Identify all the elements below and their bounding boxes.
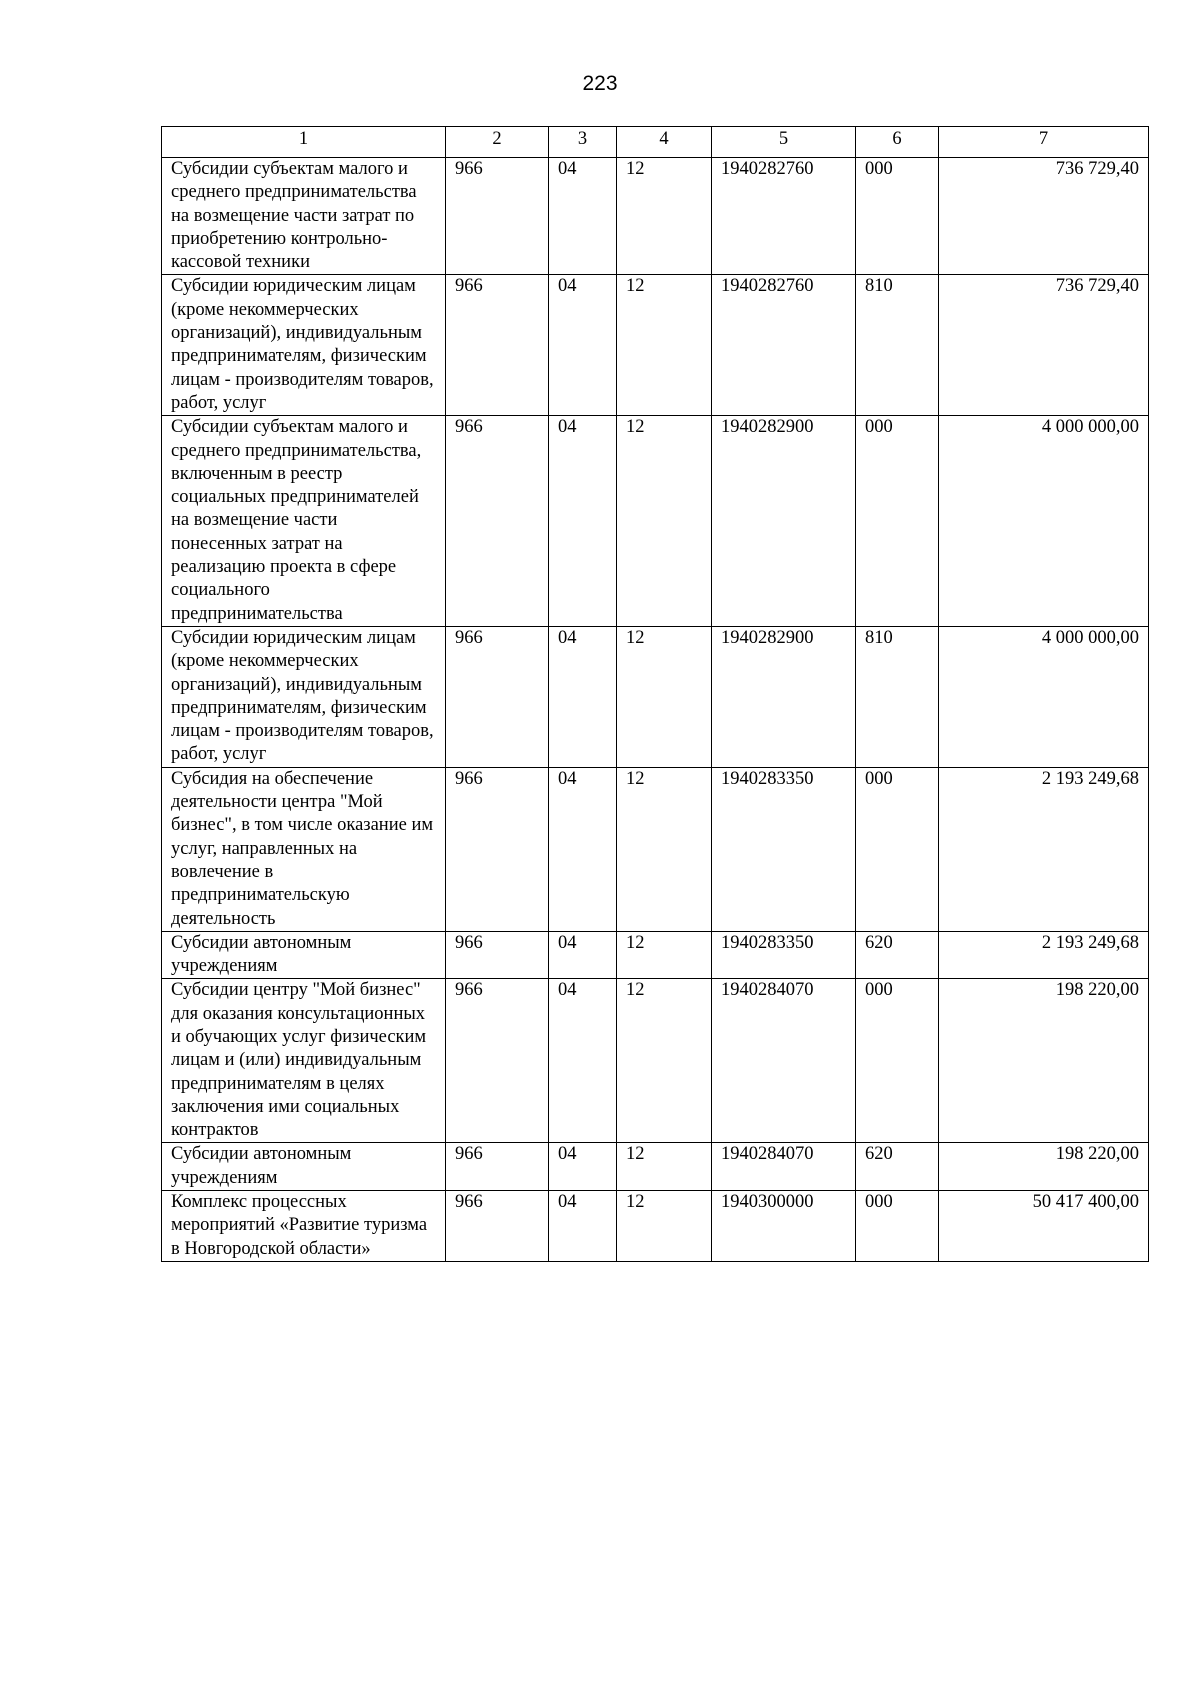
target-article-cell: 1940284070 [712, 979, 856, 1143]
section-cell: 04 [549, 275, 617, 416]
table-header-row [162, 127, 1149, 158]
target-article-cell: 1940284070 [712, 1143, 856, 1191]
subsection-cell: 12 [617, 1143, 712, 1191]
target-article-cell: 1940283350 [712, 931, 856, 979]
section-cell: 04 [549, 416, 617, 627]
section-cell: 04 [549, 931, 617, 979]
table-row [162, 275, 1149, 416]
amount-cell: 736 729,40 [939, 158, 1149, 275]
amount-cell: 4 000 000,00 [939, 416, 1149, 627]
column-header: 7 [939, 127, 1149, 158]
row-name-cell: Субсидии юридическим лицам (кроме некоммерческих организаций), индивидуальным предпринимателям, физическим лицам - производителям товаров, работ, услуг [162, 626, 446, 767]
code-cell: 966 [446, 275, 549, 416]
code-cell: 966 [446, 1143, 549, 1191]
row-name-cell: Субсидии субъектам малого и среднего предпринимательства на возмещение части затрат по приобретению контрольно-кассовой техники [162, 158, 446, 275]
amount-cell: 198 220,00 [939, 979, 1149, 1143]
column-header: 1 [162, 127, 446, 158]
amount-cell: 2 193 249,68 [939, 931, 1149, 979]
table-row [162, 158, 1149, 275]
table-row [162, 626, 1149, 767]
code-cell: 966 [446, 767, 549, 931]
target-article-cell: 1940282760 [712, 158, 856, 275]
table-row [162, 1143, 1149, 1191]
subsection-cell: 12 [617, 626, 712, 767]
section-cell: 04 [549, 626, 617, 767]
subsection-cell: 12 [617, 416, 712, 627]
section-cell: 04 [549, 1143, 617, 1191]
expense-type-cell: 000 [856, 1191, 939, 1262]
code-cell: 966 [446, 1191, 549, 1262]
expense-type-cell: 620 [856, 1143, 939, 1191]
expense-type-cell: 000 [856, 416, 939, 627]
section-cell: 04 [549, 158, 617, 275]
subsection-cell: 12 [617, 931, 712, 979]
target-article-cell: 1940282760 [712, 275, 856, 416]
section-cell: 04 [549, 979, 617, 1143]
column-header: 6 [856, 127, 939, 158]
expense-type-cell: 000 [856, 767, 939, 931]
section-cell: 04 [549, 1191, 617, 1262]
subsection-cell: 12 [617, 1191, 712, 1262]
budget-table [161, 126, 1149, 1262]
table-row [162, 1191, 1149, 1262]
code-cell: 966 [446, 626, 549, 767]
section-cell: 04 [549, 767, 617, 931]
row-name-cell: Субсидии субъектам малого и среднего предпринимательства, включенным в реестр социальных предпринимателей на возмещение части понесенных затрат на реализацию проекта в сфере социального предпринимательства [162, 416, 446, 627]
column-header: 3 [549, 127, 617, 158]
row-name-cell: Субсидии центру "Мой бизнес" для оказания консультационных и обучающих услуг физическим лицам и (или) индивидуальным предпринимателям в целях заключения ими социальных контрактов [162, 979, 446, 1143]
amount-cell: 50 417 400,00 [939, 1191, 1149, 1262]
code-cell: 966 [446, 931, 549, 979]
table-row [162, 979, 1149, 1143]
expense-type-cell: 810 [856, 275, 939, 416]
expense-type-cell: 000 [856, 979, 939, 1143]
expense-type-cell: 000 [856, 158, 939, 275]
expense-type-cell: 620 [856, 931, 939, 979]
target-article-cell: 1940282900 [712, 416, 856, 627]
column-header: 2 [446, 127, 549, 158]
code-cell: 966 [446, 979, 549, 1143]
target-article-cell: 1940300000 [712, 1191, 856, 1262]
target-article-cell: 1940282900 [712, 626, 856, 767]
subsection-cell: 12 [617, 979, 712, 1143]
table-row [162, 416, 1149, 627]
table-row [162, 931, 1149, 979]
code-cell: 966 [446, 416, 549, 627]
table-row [162, 767, 1149, 931]
row-name-cell: Комплекс процессных мероприятий «Развитие туризма в Новгородской области» [162, 1191, 446, 1262]
row-name-cell: Субсидия на обеспечение деятельности центра "Мой бизнес", в том числе оказание им услуг, направленных на вовлечение в предпринимательскую деятельность [162, 767, 446, 931]
amount-cell: 2 193 249,68 [939, 767, 1149, 931]
page-number: 223 [582, 72, 618, 95]
target-article-cell: 1940283350 [712, 767, 856, 931]
expense-type-cell: 810 [856, 626, 939, 767]
row-name-cell: Субсидии автономным учреждениям [162, 1143, 446, 1191]
row-name-cell: Субсидии автономным учреждениям [162, 931, 446, 979]
column-header: 4 [617, 127, 712, 158]
subsection-cell: 12 [617, 767, 712, 931]
subsection-cell: 12 [617, 275, 712, 416]
amount-cell: 736 729,40 [939, 275, 1149, 416]
code-cell: 966 [446, 158, 549, 275]
subsection-cell: 12 [617, 158, 712, 275]
row-name-cell: Субсидии юридическим лицам (кроме некоммерческих организаций), индивидуальным предпринимателям, физическим лицам - производителям товаров, работ, услуг [162, 275, 446, 416]
column-header: 5 [712, 127, 856, 158]
amount-cell: 4 000 000,00 [939, 626, 1149, 767]
amount-cell: 198 220,00 [939, 1143, 1149, 1191]
